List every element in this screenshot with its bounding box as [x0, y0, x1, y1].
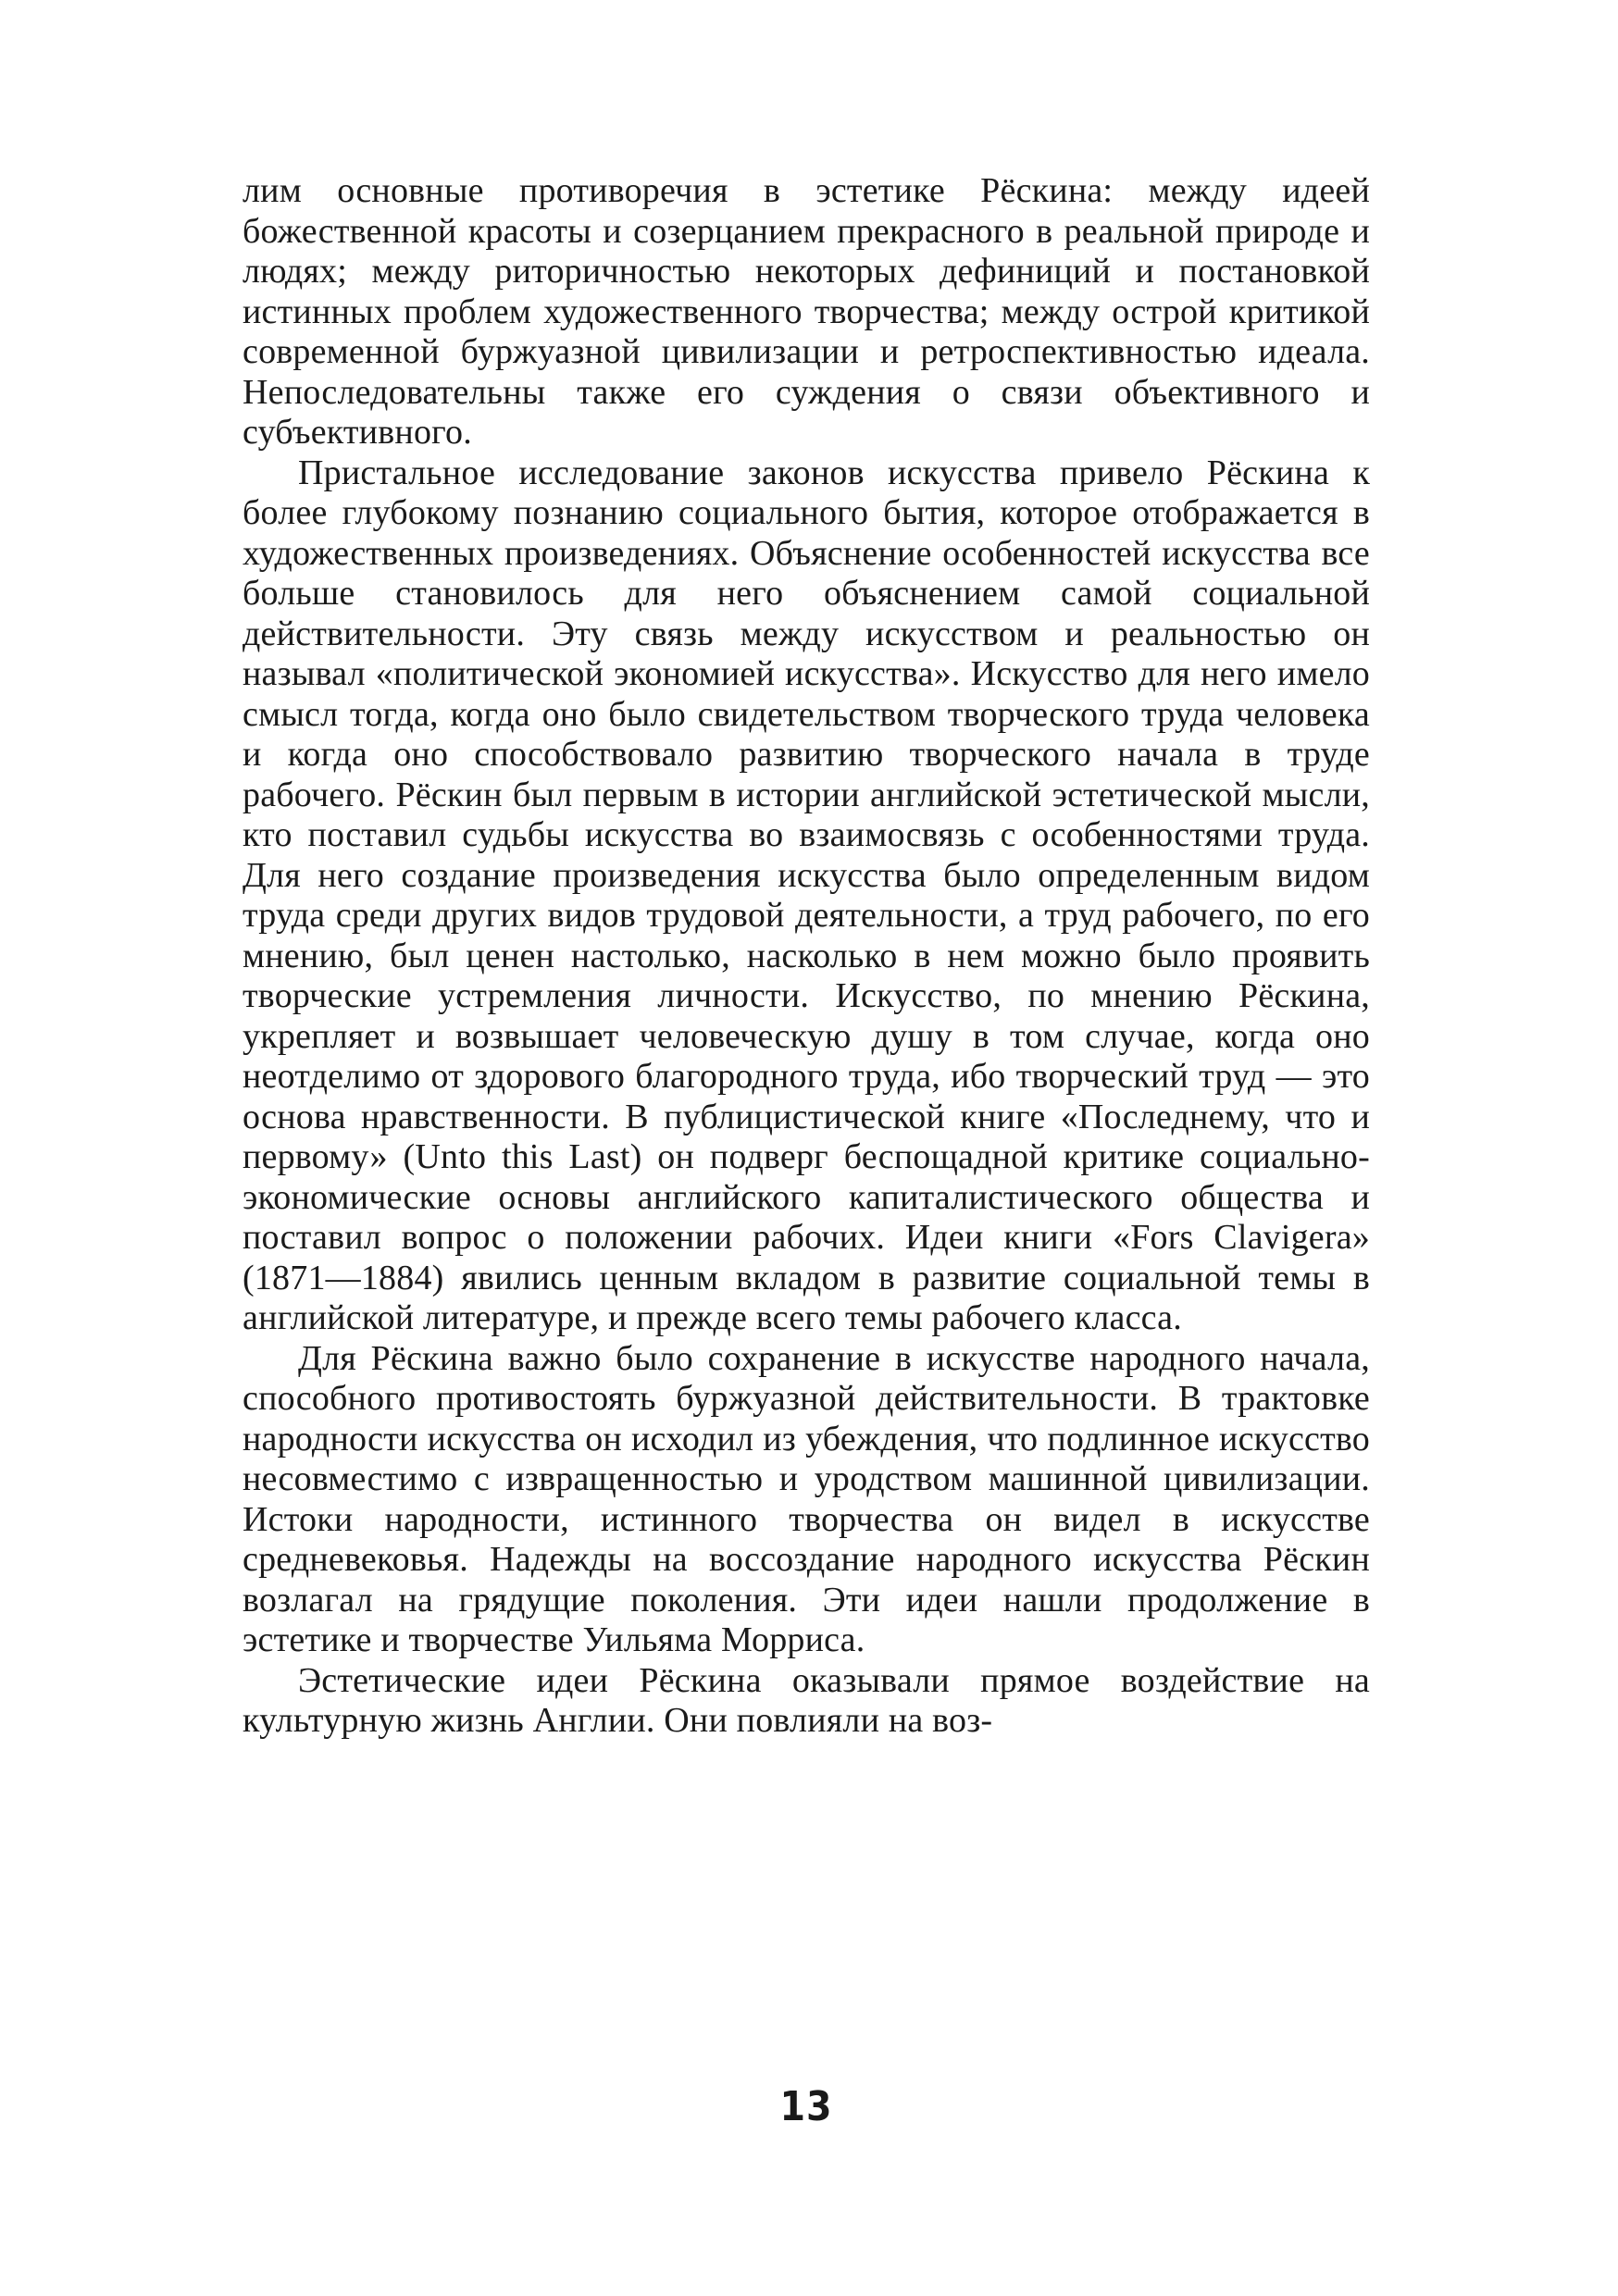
- page-number: 13: [779, 2083, 833, 2130]
- paragraph-cultural-influence: Эстетические идеи Рёскина оказывали прямое воздействие на культурную жизнь Англии. Они повлияли на воз-: [243, 1660, 1370, 1740]
- paragraph-contradictions: лим основные противоречия в эстетике Рёскина: между идеей божественной красоты и созерцанием прекрасного в реальной природе и людях; между риторичностью некоторых дефиниций и постановкой истинных проблем художественного творчества; между острой критикой современной буржуазной цивилизации и ретроспективностью идеала. Непоследовательны также его суждения о связи объективного и субъективного.: [243, 171, 1370, 452]
- paragraph-political-economy-of-art: Пристальное исследование законов искусства привело Рёскина к более глубокому познанию социального бытия, которое отображается в художественных произведениях. Объяснение особенностей искусства все больше становилось для него объяснением самой социальной действительности. Эту связь между искусством и реальностью он называл «политической экономией искусства». Искусство для него имело смысл тогда, когда оно было свидетельством творческого труда человека и когда оно способствовало развитию творческого начала в труде рабочего. Рёскин был первым в истории английской эстетической мысли, кто поставил судьбы искусства во взаимосвязь с особенностями труда. Для него создание произведения искусства было определенным видом труда среди других видов трудовой деятельности, а труд рабочего, по его мнению, был ценен настолько, насколько в нем можно было проявить творческие устремления личности. Искусство, по мнению Рёскина, укрепляет и возвышает человеческую душу в том случае, когда оно неотделимо от здорового благородного труда, ибо творческий труд — это основа нравственности. В публицистической книге «Последнему, что и первому» (Unto this Last) он подверг беспощадной критике социально-экономические основы английского капиталистического общества и поставил вопрос о положении рабочих. Идеи книги «Fors Clavigera» (1871—1884) явились ценным вкладом в развитие социальной темы в английской литературе, и прежде всего темы рабочего класса.: [243, 453, 1370, 1337]
- body-text: [243, 171, 1370, 1742]
- document-page: [243, 171, 1370, 2253]
- paragraph-folk-art: Для Рёскина важно было сохранение в искусстве народного начала, способного противостоять буржуазной действительности. В трактовке народности искусства он исходил из убеждения, что подлинное искусство несовместимо с извращенностью и уродством машинной цивилизации. Истоки народности, истинного творчества он видел в искусстве средневековья. Надежды на воссоздание народного искусства Рёскин возлагал на грядущие поколения. Эти идеи нашли продолжение в эстетике и творчестве Уильяма Морриса.: [243, 1338, 1370, 1659]
